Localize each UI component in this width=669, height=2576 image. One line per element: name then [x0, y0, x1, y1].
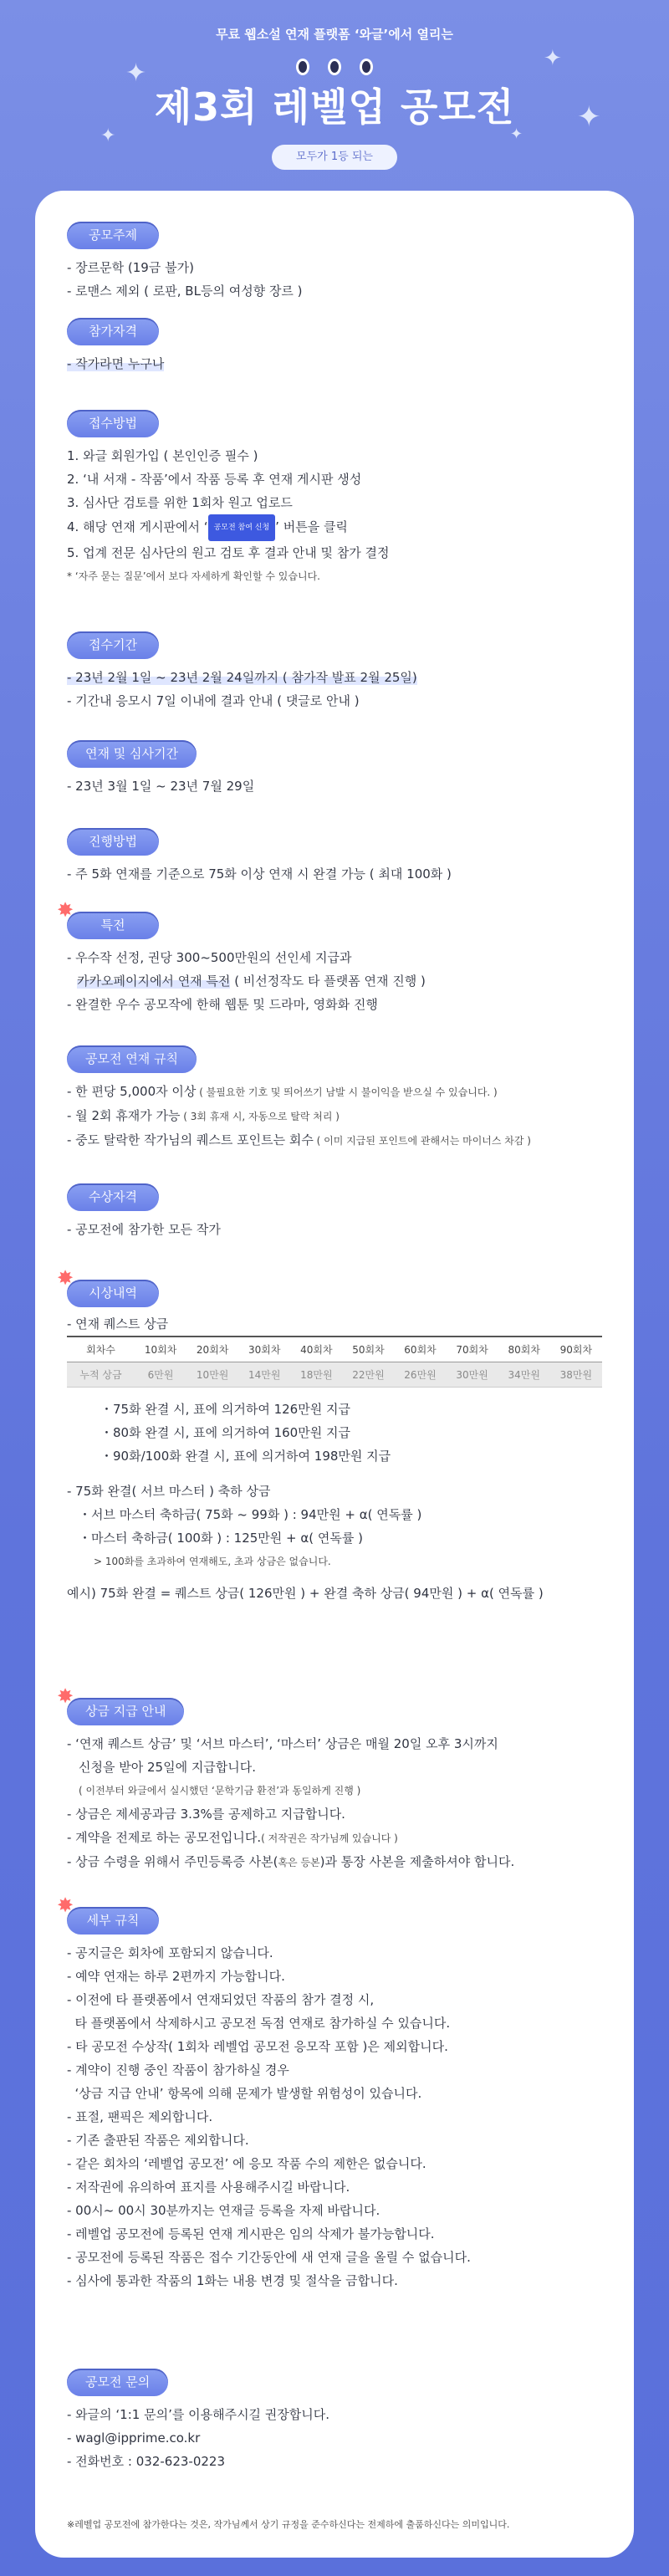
text-fragment: ( 비선정작도 타 플랫폼 연재 진행 ): [230, 974, 426, 989]
text-line: - 심사에 통과한 작품의 1화는 내용 변경 및 절삭을 금합니다.: [67, 2273, 398, 2288]
text-fragment: - 계약을 전제로 하는 공모전입니다.: [67, 1830, 262, 1845]
text-line: - 23년 3월 1일 ~ 23년 7월 29일: [67, 779, 255, 794]
section-label: 진행방법: [67, 828, 159, 856]
table-cell: 누적 상금: [67, 1362, 135, 1387]
table-header: 40회차: [290, 1337, 342, 1362]
section-label: 접수기간: [67, 631, 159, 659]
prize-table: [67, 1336, 602, 1388]
burst-icon: ✸: [57, 1684, 74, 1708]
table-row: [67, 1362, 602, 1387]
text-line: ・80화 완결 시, 표에 의거하여 160만원 지급: [100, 1424, 350, 1440]
table-cell: 6만원: [135, 1362, 186, 1387]
burst-icon: ✸: [57, 1266, 74, 1290]
text-line: - 예약 연재는 하루 2편까지 가능합니다.: [67, 1969, 285, 1984]
text-line: ‘상금 지급 안내’ 항목에 의해 문제가 발생할 위험성이 있습니다.: [67, 2086, 422, 2101]
text-line: - 레벨업 공모전에 등록된 연재 게시판은 임의 삭제가 불가능합니다.: [67, 2226, 435, 2241]
star-icon: ✦: [125, 59, 147, 88]
section-label: 세부 규칙: [67, 1907, 159, 1935]
text-fragment: 카카오페이지에서 연재 특전: [77, 974, 231, 989]
table-header: 60회차: [394, 1337, 446, 1362]
section-label: 연재 및 심사기간: [67, 740, 197, 768]
burst-icon: ✸: [57, 898, 74, 922]
email-link[interactable]: - wagl@ipprime.co.kr: [67, 2430, 201, 2446]
text-line: 1. 와글 회원가입 ( 본인인증 필수 ): [67, 448, 258, 463]
text-line: - 타 공모전 수상작( 1회차 레벨업 공모전 응모작 포함 )은 제외합니다.: [67, 2039, 448, 2054]
section-contact: [67, 2369, 329, 2473]
star-icon: ✦: [577, 100, 601, 134]
section-method: [67, 410, 390, 588]
text-line: - 공모전에 참가한 모든 작가: [67, 1222, 221, 1237]
text-line: > 100화를 초과하여 연재해도, 초과 상금은 없습니다.: [94, 1555, 331, 1567]
table-header: 30회차: [238, 1337, 290, 1362]
section-label: 공모주제: [67, 222, 159, 249]
section-label: 공모전 연재 규칙: [67, 1045, 197, 1073]
text-line: - 00시~ 00시 30분까지는 연재글 등록을 자제 바랍니다.: [67, 2203, 380, 2218]
text-line: ・90화/100화 완결 시, 표에 의거하여 198만원 지급: [100, 1448, 391, 1464]
table-cell: 10만원: [186, 1362, 238, 1387]
text-line: ( 이전부터 와글에서 실시했던 ‘문학기금 환전’과 동일하게 진행 ): [79, 1785, 361, 1797]
hero-banner: [0, 0, 669, 192]
text-line: - 와글의 ‘1:1 문의’를 이용해주시길 권장합니다.: [67, 2407, 330, 2422]
table-header: 50회차: [342, 1337, 394, 1362]
text-line: - 계약이 진행 중인 작품이 참가하실 경우: [67, 2062, 289, 2078]
text-fragment: - 중도 탈락한 작가님의 퀘스트 포인트는 회수: [67, 1132, 314, 1147]
table-cell: 22만원: [342, 1362, 394, 1387]
star-icon: ✦: [510, 125, 523, 143]
text-fragment: ( 이미 지급된 포인트에 관해서는 마이너스 차감 ): [313, 1135, 531, 1147]
text-fragment: - 한 편당 5,000자 이상: [67, 1084, 197, 1099]
phone-number: - 전화번호 : 032-623-0223: [67, 2454, 225, 2469]
table-cell: 14만원: [238, 1362, 290, 1387]
section-label: 특전: [67, 912, 159, 939]
section-eligibility: [67, 318, 164, 376]
section-detail-rules: [57, 1894, 471, 2292]
text-line: ・마스터 축하금( 100화 ) : 125만원 + α( 연독률 ): [79, 1530, 363, 1546]
text-fragment: ( 저작권은 작가님께 있습니다 ): [261, 1832, 398, 1844]
table-cell: 30만원: [447, 1362, 498, 1387]
section-serial-period: [67, 740, 254, 798]
text-line: - 작가라면 누구나: [67, 356, 165, 371]
text-line: - 기존 출판된 작품은 제외합니다.: [67, 2133, 249, 2148]
burst-icon: ✸: [57, 1894, 74, 1917]
text-fragment: ( 불필요한 기호 및 띄어쓰기 남발 시 불이익을 받으실 수 있습니다. ): [196, 1086, 498, 1098]
table-header: 80회차: [498, 1337, 550, 1362]
section-label: 접수방법: [67, 410, 159, 437]
section-label: 시상내역: [67, 1280, 159, 1307]
text-line: [67, 1850, 514, 1874]
text-fragment: - 상금 수령을 위해서 주민등록증 사본(: [67, 1854, 278, 1869]
text-line: - 23년 2월 1일 ~ 23년 2월 24일까지 ( 참가작 발표 2월 25일): [67, 670, 417, 685]
text-line: - 우수작 선정, 권당 300~500만원의 선인세 지급과: [67, 950, 352, 965]
table-header-row: [67, 1337, 602, 1362]
footnote: ※레벨업 공모전에 참가한다는 것은, 작가님께서 상기 규정을 준수하신다는 전제하에 출품하신다는 의미입니다.: [67, 2519, 510, 2530]
text-fragment: 4. 해당 연재 게시판에서 ‘: [67, 519, 208, 534]
text-line: - 공모전에 등록된 작품은 접수 기간동안에 새 연재 글을 올릴 수 없습니다.: [67, 2250, 471, 2265]
section-award-eligibility: [67, 1183, 221, 1241]
table-cell: 38만원: [550, 1362, 602, 1387]
section-awards: [57, 1266, 602, 1605]
section-label: 공모전 문의: [67, 2369, 168, 2396]
star-icon: ✦: [544, 46, 562, 71]
text-line: [67, 969, 426, 993]
text-fragment: 혹은 등본: [278, 1857, 320, 1868]
text-line: - 장르문학 (19금 불가): [67, 260, 194, 275]
table-header: 20회차: [186, 1337, 238, 1362]
table-cell: 26만원: [394, 1362, 446, 1387]
section-label: 참가자격: [67, 318, 159, 345]
eyes-icon: [0, 59, 669, 79]
text-line: 예시) 75화 완결 = 퀘스트 상금( 126만원 ) + 완결 축하 상금( 94만원 ) + α( 연독률 ): [67, 1585, 544, 1601]
text-line: ・서브 마스터 축하금( 75화 ~ 99화 ) : 94만원 + α( 연독률 ): [79, 1506, 422, 1522]
text-line: - 75화 완결( 서브 마스터 ) 축하 상금: [67, 1483, 271, 1499]
table-header: 90회차: [550, 1337, 602, 1362]
text-line: - 표절, 팬픽은 제외합니다.: [67, 2109, 213, 2124]
text-line: 3. 심사단 검토를 위한 1회차 원고 업로드: [67, 495, 293, 510]
text-line: 타 플랫폼에서 삭제하시고 공모전 독점 연재로 참가하실 수 있습니다.: [67, 2016, 451, 2031]
star-icon: ✦: [100, 125, 116, 146]
text-line: [67, 1104, 531, 1128]
text-line: - 주 5화 연재를 기준으로 75화 이상 연재 시 완결 가능 ( 최대 100화 ): [67, 866, 452, 882]
text-line: ・75화 완결 시, 표에 의거하여 126만원 지급: [100, 1401, 350, 1417]
text-line: - ‘연재 퀘스트 상금’ 및 ‘서브 마스터’, ‘마스터’ 상금은 매월 20일 오후 3시까지: [67, 1736, 498, 1751]
table-cell: 18만원: [290, 1362, 342, 1387]
text-line: 2. ‘내 서재 - 작품’에서 작품 등록 후 연재 게시판 생성: [67, 472, 362, 487]
hero-topline: 무료 웹소설 연재 플랫폼 ‘와글’에서 열리는: [216, 27, 453, 42]
text-line: - 로맨스 제외 ( 로판, BL등의 여성향 장르 ): [67, 284, 303, 299]
text-line: 5. 업계 전문 심사단의 원고 검토 후 결과 안내 및 참가 결정: [67, 545, 390, 560]
text-line: - 같은 회차의 ‘레벨업 공모전’ 에 응모 작품 수의 제한은 없습니다.: [67, 2156, 426, 2171]
text-line: - 연재 퀘스트 상금: [67, 1316, 169, 1331]
table-header: 70회차: [447, 1337, 498, 1362]
text-fragment: - 월 2회 휴재가 가능: [67, 1108, 181, 1123]
text-line: [67, 1128, 531, 1153]
text-fragment: )과 통장 사본을 제출하셔야 합니다.: [319, 1854, 515, 1869]
text-line: * ‘자주 묻는 질문’에서 보다 자세하게 확인할 수 있습니다.: [67, 570, 320, 582]
text-line: 신청을 받아 25일에 지급합니다.: [79, 1760, 257, 1775]
table-cell: 34만원: [498, 1362, 550, 1387]
table-header: 회차수: [67, 1337, 135, 1362]
text-line: - 완결한 우수 공모작에 한해 웹툰 및 드라마, 영화화 진행: [67, 997, 378, 1012]
section-rules: [67, 1045, 531, 1153]
subtitle-pill: 모두가 1등 되는: [272, 145, 397, 170]
text-line: - 저작권에 유의하여 표지를 사용해주시길 바랍니다.: [67, 2180, 350, 2195]
text-line: [67, 1080, 531, 1104]
section-period: [67, 631, 417, 713]
text-fragment: ( 3회 휴재 시, 자동으로 탈락 처리 ): [180, 1111, 340, 1122]
section-benefit: [57, 898, 426, 1016]
table-header: 10회차: [135, 1337, 186, 1362]
text-line: - 상금은 제세공과금 3.3%를 공제하고 지급합니다.: [67, 1807, 345, 1822]
text-line: - 기간내 응모시 7일 이내에 결과 안내 ( 댓글로 안내 ): [67, 693, 360, 708]
section-progress: [67, 828, 452, 886]
section-theme: [67, 222, 303, 303]
section-label: 수상자격: [67, 1183, 159, 1211]
page-title: 제3회 레벨업 공모전: [154, 84, 515, 130]
text-line: [67, 1826, 514, 1850]
apply-badge: 공모전 참여 신청: [208, 514, 276, 541]
text-fragment: ’ 버튼을 클릭: [275, 519, 348, 534]
text-line: - 공지글은 회차에 포함되지 않습니다.: [67, 1945, 273, 1960]
section-payment: [57, 1684, 515, 1874]
text-line: - 이전에 타 플랫폼에서 연재되었던 작품의 참가 결정 시,: [67, 1992, 375, 2007]
text-line: [67, 514, 390, 541]
section-label: 상금 지급 안내: [67, 1698, 184, 1725]
